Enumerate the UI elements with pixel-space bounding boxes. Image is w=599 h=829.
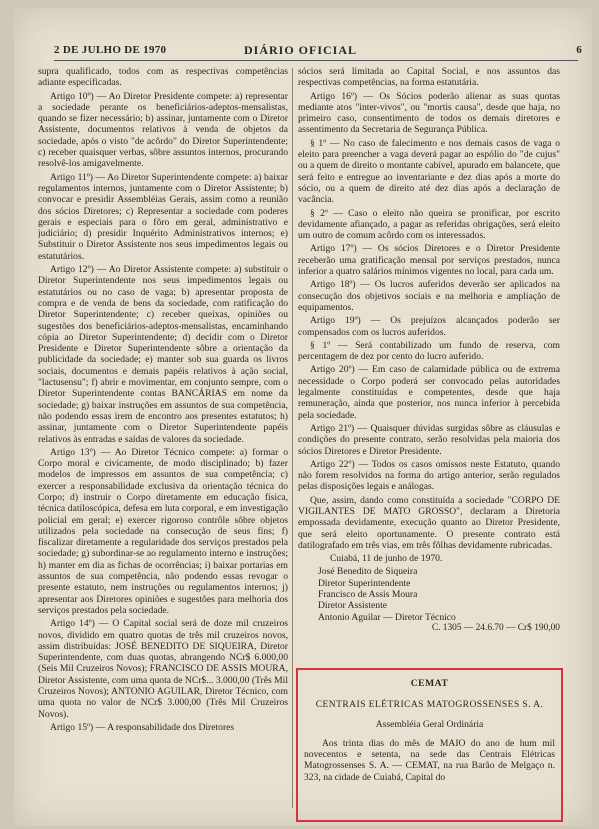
paragraph: Artigo 22º) — Todos os casos omissos neste Estatuto, quando não forem resolvidos na forma do artigo anterior, serão regulados pelas disposições legais e análogas. — [298, 458, 560, 493]
paragraph: Artigo 10º) — Ao Diretor Presidente compete: a) representar a sociedade perante os beneficiários-adeptos-mensalistas, quando se fizer necessário; b) assinar, juntamente com o Diretor Assistente, documentos relativos à venda de objetos da sociedade, após o visto "de acôrdo" do Diretor Superintendente; c) receber quaisquer verbas, sôbre assuntos internos, procurando resolvê-los amigavelmente. — [38, 90, 288, 170]
paragraph: Que, assim, dando como constituída a sociedade "CORPO DE VIGILANTES DE MATO GROSSO", declaram a Diretoria empossada devidamente, execução quanto ao Diretor Presidente, que será eleito oportunamente. O presente contrato está datilografado em três vias, em três fôlhas devidamente rubricadas. — [298, 494, 560, 551]
paragraph: § 2º — Caso o eleito não queira se pronificar, por escrito devidamente afiançado, a pagar as referidas obrigações, será eleito um outro de comum acôrdo com os interessados. — [298, 207, 560, 242]
newspaper-page — [14, 8, 592, 826]
paragraph: Artigo 17º) — Os sócios Diretores e o Diretor Presidente receberão uma gratificação mensal por serviços prestados, nunca inferior a quatro salários mínimos vigentes no local, para cada um. — [298, 243, 560, 278]
paragraph: Artigo 19º) — Os prejuízos alcançados poderão ser compensados com os lucros auferidos. — [298, 315, 560, 338]
notice-company: CENTRAIS ELÉTRICAS MATOGROSSENSES S. A. — [315, 699, 544, 711]
header-title: DIÁRIO OFICIAL — [244, 43, 358, 57]
paragraph: Artigo 15º) — A responsabilidade dos Diretores — [50, 721, 235, 733]
header-date: 2 DE JULHO DE 1970 — [54, 44, 167, 56]
paragraph: § 1º — Será contabilizado um fundo de reserva, com percentagem de dez por cento do lucro auferido. — [298, 339, 560, 363]
signatory-title: Diretor Superintendente — [318, 577, 411, 589]
paragraph: Artigo 12º) — Ao Diretor Assistente compete: a) substituir o Diretor Superintendente nos seus impedimentos legais ou estatutários ou no caso de vaga; b) apresentar proposta de compra e de venda de bens da sociedade, com ratificação do Diretor Superintendente; c) receber queixas, opiniões ou sugestões dos beneficiários-adeptos-mensalistas, encaminhando cópia ao Diretor Superintendente; d) decidir com o Diretor Presidente e Diretor Superintendente sôbre a orientação da publicidade da sociedade; e) manter sob sua guarda os livros sociais, documentos e demais papéis relativos à ação social, "lactusensu"; f) abrir e movimentar, em conjunto sempre, com o Diretor Superintendente contas BANCÁRIAS em nome da sociedade; g) baixar instruções em assuntos de sua competência, não podendo essas irem de encontro aos presentes estatutos; h) assinar, juntamente com o Diretor Superintendente papéis relativos às entradas e saídas de valores da sociedade. — [38, 264, 288, 445]
paragraph: Artigo 14º) — O Capital social será de doze mil cruzeiros novos, dividido em quatro quotas de três mil cruzeiros novos, assim distribuídas: JOSÉ BENEDITO DE SIQUEIRA, Diretor Superintendente, com duas quotas, abrangendo NCr$ 6.000,00 (Seis Mil Cruzeiros Novos); FRANCISCO DE ASSIS MOURA, Diretor Assistente, com uma quota de NCr$... 3.000,00 (Três Mil Cruzeiros Novos); ANTONIO AGUILAR, Diretor Técnico, com uma quota no valor de NCr$ 3.000,00 (Três Mil Cruzeiros Novos). — [38, 618, 288, 720]
column-divider — [292, 68, 293, 808]
notice-body: Aos trinta dias do mês de MAIO do ano de hum mil novecentos e setenta, na sede das Centrais Elétricas Matogrossenses S. A. — CEMAT, na rua Barão de Melgaço n. 323, na cidade de Cuiabá, Capital do — [304, 737, 555, 783]
signatory-name: Antonio Aguilar — Diretor Técnico — [318, 611, 456, 623]
header-page-number: 6 — [576, 44, 582, 56]
paragraph: supra qualificado, todos com as respectivas competências adiante especificadas. — [38, 66, 288, 89]
paragraph: Artigo 11º) — Ao Diretor Superintendente compete: a) baixar regulamentos internos, juntamente com o Diretor Assistente; b) convocar e presidir Assembléias Gerais, assim como a reunião dos sócios Diretores; c) Representar a sociedade com poderes gerais e especiais para o fôro em geral, administrativo e judiciário; d) presidir Inquérito Administrativos internos; e) Substituir o Diretor Assistente nos seus impedimentos legais ou estatutários. — [38, 171, 288, 262]
paragraph: Artigo 21º) — Quaisquer dúvidas surgidas sôbre as cláusulas e condições do presente contrato, serão resolvidas pela maioria dos sócios Diretores e Diretor Presidente. — [298, 422, 560, 457]
right-column — [298, 66, 560, 664]
paragraph: sócios será limitada ao Capital Social, e nos assuntos das respectivas competências, na forma estatutária. — [298, 66, 560, 89]
notice-heading: CEMAT — [410, 678, 449, 689]
header-rule — [54, 60, 578, 61]
cemat-notice-box — [296, 668, 563, 822]
page-header — [24, 40, 582, 58]
signatory-title: Diretor Assistente — [318, 600, 388, 612]
paragraph: Artigo 13º) — Ao Diretor Técnico compete: a) formar o Corpo moral e civicamente, de modo disciplinado; b) fazer modelos de impressos em assuntos de sua competência; c) exercer a responsabilidade exclusiva da orientação técnica do Corpo; d) instruir o Corpo diretamente em educação física, técnica datiloscópica, defesa em luta corporal, e em investigação policial em geral; e) exercer rigoroso contrôle sôbre objetos utilizados pela sociedade na consecução de seus fins; f) fiscalizar diretamente a regularidade dos serviços prestados pela sociedade; g) subordinar-se ao regulamento interno e instruções; h) manter em dia as fichas de ocorrências; i) baixar portarias em assuntos de sua competência, não podendo essas revogar o presente estatuto, nem instruções ou regulamentos internos; j) apresentar aos Diretores opiniões e sugestões para melhoria dos serviços prestados pela sociedade. — [38, 446, 288, 616]
signatory-name: Francisco de Assis Moura — [318, 589, 418, 601]
paragraph: Artigo 16º) — Os Sócios poderão alienar as suas quotas mediante atos "inter-vivos", ou "mortis causa", desde que haja, no primeiro caso, consentimento de todos os demais diretores e assentimento da Secretaria de Segurança Pública. — [298, 90, 560, 136]
place-date: Cuiabá, 11 de junho de 1970. — [330, 553, 443, 565]
paragraph: Artigo 20º) — Em caso de calamidade pública ou de extrema necessidade o Corpo poderá ser convocado pelas autoridades legalmente constituídas e competentes, desde que haja remuneração, ainda que posterior, nos nunca inferior à percebida pela sociedade. — [298, 364, 560, 421]
paragraph: Artigo 18º) — Os lucros auferidos deverão ser aplicados na consecução dos objetivos sociais e na melhoria e ampliação de equipamentos. — [298, 279, 560, 313]
signature-block — [298, 566, 560, 622]
left-column — [38, 66, 288, 818]
notice-assembly: Assembléia Geral Ordinária — [375, 718, 484, 730]
paragraph: § 1º — No caso de falecimento e nos demais casos de vaga o eleito para preencher a vaga deverá pagar ao espólio do "de cujus" ou a quem de direito o montante cabível, apurado em balancete, que será feito e entregue ao inventariante e dez dias após a morte do sócio, ou a quem de direito até dez dias após a declaração de vacância. — [298, 137, 560, 206]
publication-price: C. 1305 — 24.6.70 — Cr$ 190,00 — [431, 622, 560, 633]
signatory-name: José Benedito de Siqueira — [318, 566, 418, 578]
